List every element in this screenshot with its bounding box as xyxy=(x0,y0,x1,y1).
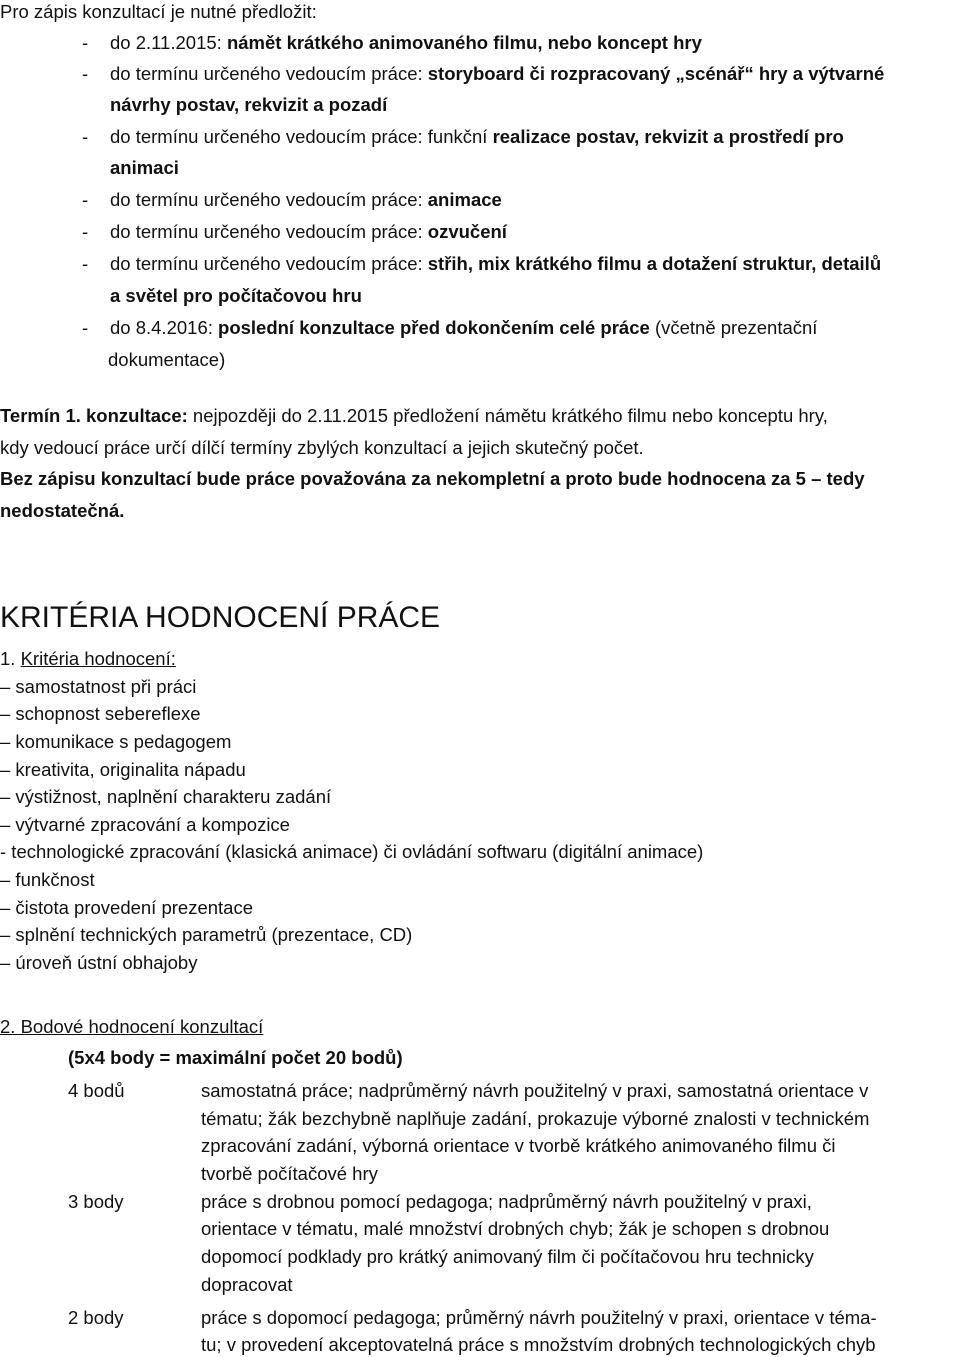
milestone-bold: námět krátkého animovaného filmu, nebo koncept hry xyxy=(226,32,702,53)
criteria-item: – splnění technických parametrů (prezentace, CD) xyxy=(0,924,413,945)
criteria-title xyxy=(0,647,176,671)
criteria-item: – výtvarné zpracování a kompozice xyxy=(0,814,290,835)
milestone-5 xyxy=(82,220,507,244)
scoring-subtitle: (5x4 body = maximální počet 20 bodů) xyxy=(68,1047,403,1068)
score-desc-line: zpracování zadání, výborná orientace v tvorbě krátkého animovaného filmu či xyxy=(201,1135,836,1156)
criteria-item: – úroveň ústní obhajoby xyxy=(0,952,198,973)
bullet-dash: - xyxy=(82,221,89,242)
score-label-3: 3 body xyxy=(68,1191,124,1212)
milestone-1 xyxy=(82,31,702,55)
warning-line-1: Bez zápisu konzultací bude práce považována za nekompletní a proto bude hodnocena za 5 – tedy xyxy=(0,468,865,489)
criteria-item: – funkčnost xyxy=(0,869,95,890)
deadline-line-1 xyxy=(0,404,828,428)
milestone-bold: střih, mix krátkého filmu a dotažení struktur, detailů xyxy=(427,253,882,274)
bullet-dash: - xyxy=(82,63,89,84)
milestone-3 xyxy=(82,125,844,149)
milestone-6 xyxy=(82,252,881,276)
score-desc-line: tu; v provedení akceptovatelná práce s množstvím drobných technologických chyb xyxy=(201,1334,876,1355)
intro-text: Pro zápis konzultací je nutné předložit: xyxy=(0,1,317,22)
milestone-bold: storyboard či rozpracovaný „scénář“ hry a výtvarné xyxy=(427,63,885,84)
score-desc-line: dopracovat xyxy=(201,1274,293,1295)
criteria-number: 1. xyxy=(0,648,21,669)
criteria-item: – komunikace s pedagogem xyxy=(0,731,232,752)
milestone-bold: ozvučení xyxy=(427,221,507,242)
milestone-4 xyxy=(82,188,502,212)
score-desc-line: tvorbě počítačové hry xyxy=(201,1163,378,1184)
criteria-item: – výstižnost, naplnění charakteru zadání xyxy=(0,786,332,807)
score-desc-line: tématu; žák bezchybně naplňuje zadání, prokazuje výborné znalosti v technickém xyxy=(201,1108,870,1129)
score-desc-line: práce s dopomocí pedagoga; průměrný návrh použitelný v praxi, orientace v téma- xyxy=(201,1307,877,1328)
milestone-6-cont: a světel pro počítačovou hru xyxy=(110,285,362,306)
milestone-bold: realizace postav, rekvizit a prostředí pro xyxy=(492,126,844,147)
milestone-7-cont: dokumentace) xyxy=(108,349,226,370)
criteria-title-text: Kritéria hodnocení: xyxy=(20,648,176,669)
milestone-prefix: do 2.11.2015: xyxy=(110,32,227,53)
score-desc-line: dopomocí podklady pro krátký animovaný film či počítačovou hru technicky xyxy=(201,1246,814,1267)
milestone-prefix: do termínu určeného vedoucím práce: funkční xyxy=(110,126,493,147)
criteria-item: – samostatnost při práci xyxy=(0,676,197,697)
criteria-heading: KRITÉRIA HODNOCENÍ PRÁCE xyxy=(0,601,441,634)
milestone-prefix: do termínu určeného vedoucím práce: xyxy=(110,189,428,210)
milestone-bold: animace xyxy=(427,189,502,210)
milestone-prefix: do 8.4.2016: xyxy=(110,317,219,338)
warning-line-2: nedostatečná. xyxy=(0,500,125,521)
milestone-prefix: do termínu určeného vedoucím práce: xyxy=(110,221,428,242)
milestone-prefix: do termínu určeného vedoucím práce: xyxy=(110,253,428,274)
milestone-7 xyxy=(82,316,817,340)
score-desc-line: práce s drobnou pomocí pedagoga; nadprůměrný návrh použitelný v praxi, xyxy=(201,1191,812,1212)
bullet-dash: - xyxy=(82,32,89,53)
deadline-text: nejpozději do 2.11.2015 předložení námětu krátkého filmu nebo konceptu hry, xyxy=(187,405,828,426)
scoring-title: 2. Bodové hodnocení konzultací xyxy=(0,1016,264,1037)
milestone-prefix: do termínu určeného vedoucím práce: xyxy=(110,63,428,84)
bullet-dash: - xyxy=(82,253,89,274)
milestone-bold: poslední konzultace před dokončením celé práce xyxy=(218,317,650,338)
bullet-dash: - xyxy=(82,189,89,210)
milestone-3-cont: animaci xyxy=(110,157,179,178)
score-desc-line: orientace v tématu, malé množství drobných chyb; žák je schopen s drobnou xyxy=(201,1218,830,1239)
milestone-2-cont: návrhy postav, rekvizit a pozadí xyxy=(110,94,388,115)
score-desc-line: samostatná práce; nadprůměrný návrh použitelný v praxi, samostatná orientace v xyxy=(201,1080,869,1101)
score-label-4: 4 bodů xyxy=(68,1080,125,1101)
bullet-dash: - xyxy=(82,317,89,338)
score-label-2: 2 body xyxy=(68,1307,124,1328)
criteria-item: – schopnost sebereflexe xyxy=(0,703,201,724)
criteria-item: – čistota provedení prezentace xyxy=(0,897,253,918)
milestone-2 xyxy=(82,62,884,86)
milestone-suffix: (včetně prezentační xyxy=(649,317,818,338)
bullet-dash: - xyxy=(82,126,89,147)
deadline-line-2: kdy vedoucí práce určí dílčí termíny zbylých konzultací a jejich skutečný počet. xyxy=(0,437,644,458)
criteria-item: – kreativita, originalita nápadu xyxy=(0,759,246,780)
criteria-item: - technologické zpracování (klasická animace) či ovládání softwaru (digitální animace) xyxy=(0,841,704,862)
deadline-label: Termín 1. konzultace: xyxy=(0,405,188,426)
